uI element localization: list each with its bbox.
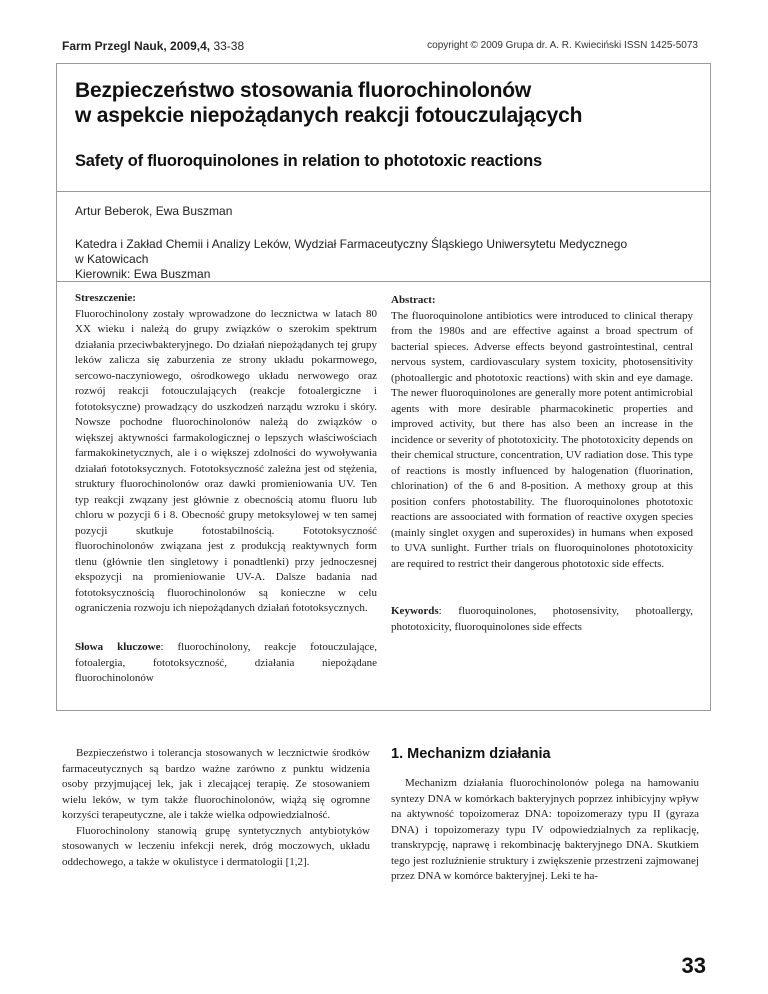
abstract-polish-label: Streszczenie: — [75, 292, 136, 304]
affiliation-line-1: Katedra i Zakład Chemii i Analizy Leków, Wydział Farmaceutyczny Śląskiego Uniwersytetu Medycznego — [75, 237, 628, 251]
abstract-polish — [75, 291, 377, 617]
divider — [57, 191, 710, 192]
journal-pages: 33-38 — [213, 39, 245, 53]
keywords-polish — [75, 640, 377, 687]
affiliation-line-2: w Katowicach — [75, 252, 149, 266]
body-paragraph: Mechanizm działania fluorochinolonów polega na hamowaniu syntezy DNA w komórkach bakteryjnych poprzez inhibicyjny wpływ na aktywność topoizomeraz DNA: topoizomerazy typu II (gyraza DNA) i topoizomerazy typu IV odpowiedzialnych za replikację, transkrypcję, naprawę i rekombinację bakteryjnego DNA. Skutkiem tego jest rozluźnienie struktury i zwiększenie przestrzeni zajmowanej przez DNA w komórce bakteryjnej. Leki te ha- — [391, 777, 699, 882]
department-head: Kierownik: Ewa Buszman — [75, 267, 211, 281]
article-front-matter-box — [56, 63, 711, 711]
page-number: 33 — [681, 953, 706, 978]
abstract-english — [391, 293, 693, 572]
section-heading: 1. Mechanizm działania — [391, 746, 551, 762]
keywords-polish-text: : fluorochinolony, reakcje fotouczulające, fotoalergia, fototoksyczność, działania niepożądane fluorochinolonów — [75, 641, 378, 684]
divider — [57, 281, 710, 282]
title-polish-line-1: Bezpieczeństwo stosowania fluorochinolonów — [75, 79, 531, 102]
authors: Artur Beberok, Ewa Buszman — [75, 204, 233, 218]
running-header-citation — [62, 39, 244, 53]
keywords-english-text: : fluoroquinolones, photosensivity, photoallergy, phototoxicity, fluoroquinolones side effects — [391, 605, 693, 633]
body-paragraph: Fluorochinolony stanowią grupę syntetycznych antybiotyków stosowanych w leczeniu infekcji nerek, dróg moczowych, układu oddechowego, a także w okulistyce i dermatologii [1,2]. — [62, 824, 370, 868]
journal-name: Farm Przegl Nauk, — [62, 39, 167, 53]
abstract-polish-text: Fluorochinolony zostały wprowadzone do lecznictwa w latach 80 XX wieku i należą do grupy związków o szerokim spektrum działania przeciwbakteryjnego. Do działań niepożądanych tej grupy leków zalicza się zaburzenia ze strony układu pokarmowego, sercowo-naczyniowego, ośrodkowego układu nerwowego oraz rozwój reakcji fotouczulających (reakcje fotoalergiczne i fototoksyczne) prowadzący do uszkodzeń narządu wzroku i skóry. Nowsze pochodne fluorochinolonów należą do związków o większej aktywności farmakologicznej o lepszych właściwościach farmakokinetycznych, ale i o większej zdolności do wywoływania działań fototoksycznych. Fototoksyczność zależna jest od stężenia, struktury fluorochinolonów oraz dawki promieniowania UV. Ten typ reakcji zwązany jest głównie z obecnością atomu fluoru lub chloru w pozycji 6 i 8. Obecność grupy metoksylowej w ten samej pozycji skutkuje fotostabilnością. Fototoksyczność fluorochinolonów związana jest z produkcją reaktywnych form tlenu (głównie tlen singletowy i ponadtlenki) przy jednoczesnej ekspozycji na promieniowanie UV-A. Dalsze badania nad fototoksycznością fluorochinolonów są konieczne w celu ograniczenia rozwoju ich niepożądanych działań fototoksycznych. — [75, 307, 377, 614]
title-english: Safety of fluoroquinolones in relation to phototoxic reactions — [75, 152, 543, 170]
title-polish — [75, 78, 695, 128]
abstract-english-text: The fluoroquinolone antibiotics were introduced to clinical therapy from the 1980s and are effective against a broad spectrum of bacterial spieces. Adverse effects beyond gastrointestinal, central nervous system, cardiovasculary system toxicity, photosensitivity (photoallergic and phototoxic reactions) with skin and eye damage. The newer fluoroquinolones are generally more potent antimicrobial agents with more desirable pharmacokinetic properties and improved activity, but there has also been an increase in the incidence or severity of phototoxicity. The phototoxicity depends on their chemical structure, concentration, UV radiation dose. This type of reactions is mostly influenced by halogenation (fluorination, chlorination) of the 6 and 8-position. A methoxy group at this position confers photostability. The fluoroquinolones phototoxic reactions are assoociated with formation of reactive oxygen species (mainly singlet oxygen and superoxides) in humans when exposed to UVA sunlight. Further trials on fluoroquinolones phototoxicity are required to restrict their dangerous phototoxic side effects. — [391, 309, 693, 570]
body-column-right — [391, 776, 699, 885]
body-paragraph: Bezpieczeństwo i tolerancja stosowanych w lecznictwie środków farmaceutycznych są bardzo ważne zarówno z punktu widzenia osoby przyjmującej lek, jak i zlecającej terapię. Ze stosowaniem wielu leków, w tym także fluorochinolonów, wiążą się ogromne korzyści terapeutyczne, ale i także wielka odpowiedzialność. — [62, 747, 370, 821]
title-polish-line-2: w aspekcie niepożądanych reakcji fotouczulających — [75, 104, 583, 127]
running-header-copyright: copyright © 2009 Grupa dr. A. R. Kwieciński ISSN 1425-5073 — [427, 40, 698, 51]
keywords-polish-label: Słowa kluczowe — [75, 641, 161, 653]
journal-volume: 2009,4, — [170, 39, 211, 53]
abstract-english-label: Abstract: — [391, 294, 436, 306]
affiliation — [75, 237, 675, 282]
keywords-english — [391, 604, 693, 635]
keywords-english-label: Keywords — [391, 605, 439, 617]
body-column-left — [62, 746, 370, 870]
